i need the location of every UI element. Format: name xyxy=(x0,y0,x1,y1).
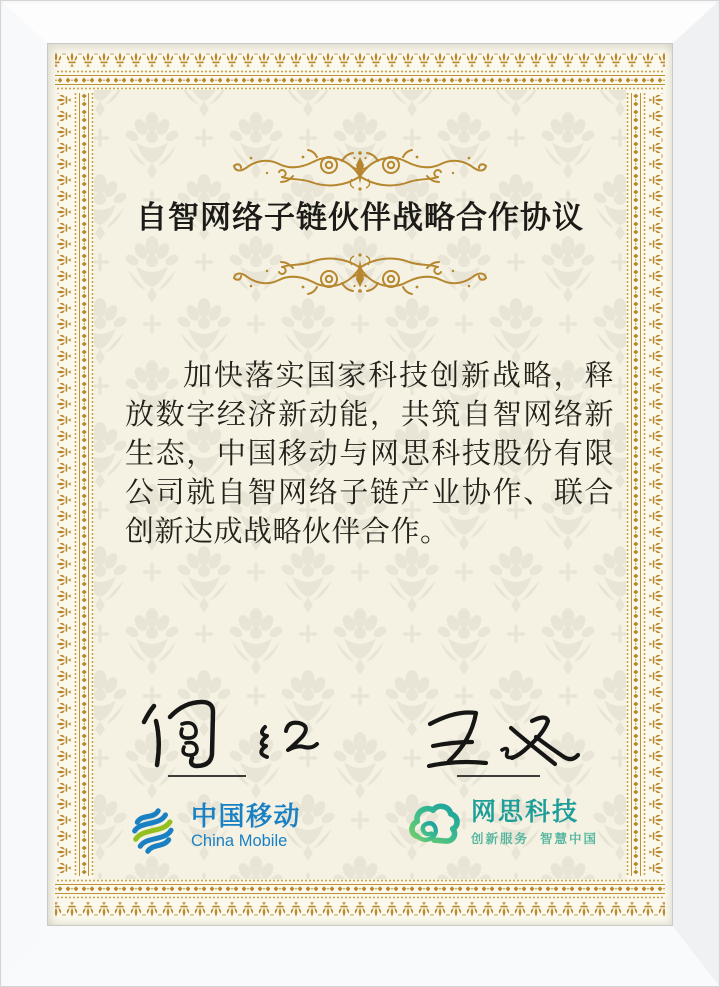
signature-left xyxy=(140,697,320,792)
signature-right xyxy=(424,697,600,792)
certificate-title: 自智网络子链伙伴战略合作协议 xyxy=(136,200,584,236)
china-mobile-name-en: China Mobile xyxy=(191,832,288,850)
china-mobile-name-cn: 中国移动 xyxy=(191,801,302,831)
certificate-paper xyxy=(48,44,672,925)
certificate-content xyxy=(48,44,672,925)
gnetis-cloud-icon xyxy=(406,799,462,855)
flourish-center-finial xyxy=(350,151,369,190)
china-mobile-icon xyxy=(124,802,182,860)
gnetis-logo xyxy=(406,799,598,855)
flourish-top-ornament xyxy=(231,148,489,196)
certificate-body: 加快落实国家科技创新战略，释放数字经济新动能，共筑自智网络新生态，中国移动与网思科技股份有限公司就自智网络子链产业协作、联合创新达成战略伙伴合作。 xyxy=(125,358,614,548)
flourish-bottom-ornament xyxy=(231,248,489,296)
gnetis-name-cn: 网思科技 xyxy=(471,798,580,826)
china-mobile-logo xyxy=(124,802,301,860)
gnetis-tagline: 创新服务 智慧中国 xyxy=(471,832,598,846)
